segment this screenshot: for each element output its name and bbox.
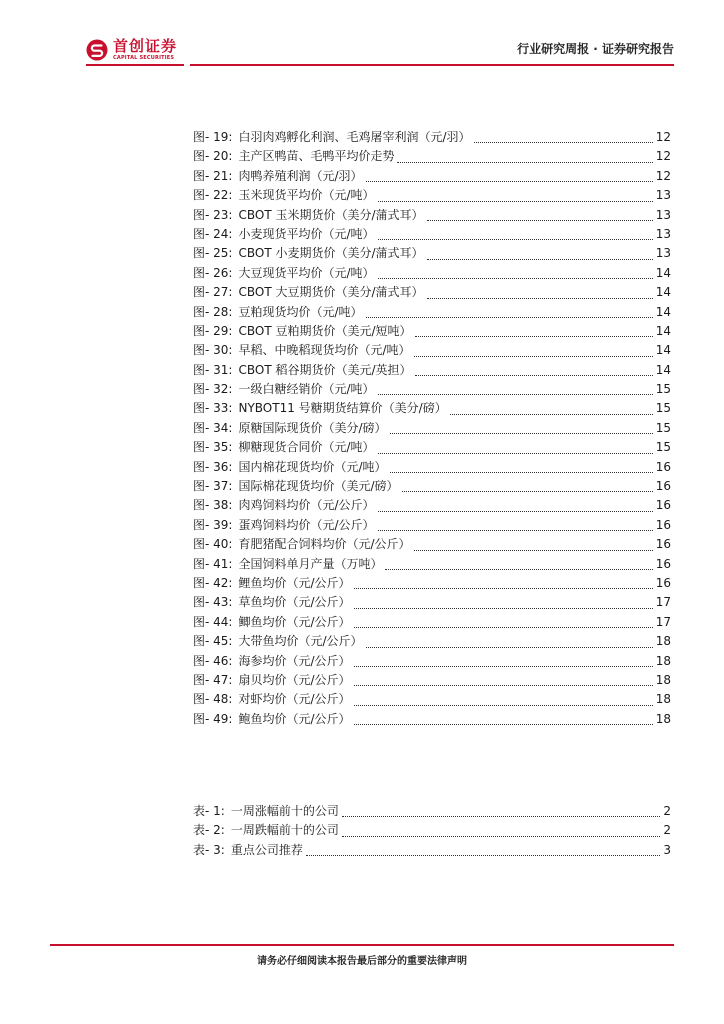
dot-leader: [415, 335, 653, 337]
figure-index-list: [193, 128, 671, 729]
dot-leader: [366, 316, 653, 318]
dot-leader: [378, 238, 653, 240]
entry-label: 图- 22:: [193, 188, 233, 203]
entry-title: CBOT 小麦期货价（美分/蒲式耳）: [238, 246, 424, 261]
entry-title: 重点公司推荐: [230, 842, 303, 857]
company-logo: [86, 36, 177, 64]
header-divider-left: [86, 64, 184, 66]
entry-title: 一周涨幅前十的公司: [230, 804, 339, 818]
entry-title: 育肥猪配合饲料均价（元/公斤）: [238, 537, 411, 552]
entry-label: 表- 3:: [193, 842, 225, 857]
entry-label: 图- 28:: [193, 304, 233, 319]
entry-label: 图- 37:: [193, 479, 233, 494]
dot-leader: [427, 297, 653, 299]
page-number: 15: [655, 420, 671, 435]
figure-toc-entry[interactable]: [193, 419, 671, 438]
entry-title: 鲤鱼均价（元/公斤）: [238, 575, 351, 590]
figure-toc-entry[interactable]: [193, 283, 671, 302]
page-number: 2: [663, 823, 671, 838]
page-number: 3: [663, 842, 671, 857]
entry-label: 图- 26:: [193, 265, 233, 280]
entry-label: 图- 48:: [193, 692, 233, 707]
dot-leader: [342, 815, 661, 817]
page-number: 16: [655, 479, 671, 494]
entry-title: 全国饲料单月产量（万吨）: [238, 556, 383, 571]
table-index-list: [193, 802, 671, 860]
figure-toc-entry[interactable]: [193, 593, 671, 612]
page-number: 18: [655, 711, 671, 726]
figure-toc-entry[interactable]: [193, 341, 671, 360]
figure-toc-entry[interactable]: [193, 147, 671, 166]
dot-leader: [354, 723, 653, 725]
entry-title: 肉鸡饲料均价（元/公斤）: [238, 498, 375, 513]
entry-title: 一级白糖经销价（元/吨）: [238, 382, 375, 397]
dot-leader: [427, 219, 653, 221]
dot-leader: [390, 471, 653, 473]
entry-label: 图- 49:: [193, 711, 233, 726]
entry-label: 图- 20:: [193, 149, 233, 164]
entry-label: 图- 31:: [193, 362, 233, 377]
dot-leader: [354, 607, 653, 609]
figure-toc-entry[interactable]: [193, 380, 671, 399]
dot-leader: [385, 568, 652, 570]
logo-chinese-name: 首创证券: [113, 37, 178, 55]
report-type-title: 行业研究周报 · 证券研究报告: [517, 42, 674, 56]
entry-label: 图- 34:: [193, 420, 233, 435]
figure-toc-entry[interactable]: [193, 535, 671, 554]
entry-title: 原糖国际现货价（美分/磅）: [238, 420, 387, 435]
entry-label: 图- 19:: [193, 130, 233, 144]
dot-leader: [342, 835, 661, 837]
entry-title: 大带鱼均价（元/公斤）: [238, 634, 363, 649]
entry-label: 图- 29:: [193, 323, 233, 338]
dot-leader: [427, 258, 653, 260]
figure-toc-entry[interactable]: [193, 632, 671, 651]
dot-leader: [354, 704, 653, 706]
entry-label: 图- 24:: [193, 226, 233, 241]
entry-title: 小麦现货平均价（元/吨）: [238, 226, 375, 241]
footer-divider: [50, 944, 674, 946]
figure-toc-entry[interactable]: [193, 555, 671, 574]
figure-toc-entry[interactable]: [193, 206, 671, 225]
entry-label: 图- 46:: [193, 653, 233, 668]
figure-toc-entry[interactable]: [193, 477, 671, 496]
legal-disclaimer: 请务必仔细阅读本报告最后部分的重要法律声明: [257, 956, 467, 967]
page-number: 14: [655, 285, 671, 300]
dot-leader: [378, 393, 653, 395]
table-toc-entry[interactable]: [193, 841, 671, 860]
page-number: 15: [655, 440, 671, 455]
dot-leader: [450, 413, 653, 415]
page-number: 15: [655, 401, 671, 416]
entry-title: 一周跌幅前十的公司: [230, 823, 339, 838]
entry-title: 扇贝均价（元/公斤）: [238, 672, 351, 687]
dot-leader: [378, 277, 653, 279]
entry-title: 蛋鸡饲料均价（元/公斤）: [238, 517, 375, 532]
page-number: 18: [655, 672, 671, 687]
entry-label: 图- 41:: [193, 556, 233, 571]
dot-leader: [402, 490, 653, 492]
entry-title: CBOT 豆粕期货价（美元/短吨）: [238, 323, 412, 338]
figure-toc-entry[interactable]: [193, 710, 671, 729]
figure-toc-entry[interactable]: [193, 244, 671, 263]
figure-toc-entry[interactable]: [193, 574, 671, 593]
figure-toc-entry[interactable]: [193, 613, 671, 632]
entry-label: 图- 21:: [193, 168, 233, 183]
logo-icon: [86, 39, 108, 61]
page-number: 12: [655, 168, 671, 183]
entry-title: 肉鸭养殖利润（元/羽）: [238, 168, 363, 183]
page-number: 14: [655, 323, 671, 338]
figure-toc-entry[interactable]: [193, 128, 671, 147]
entry-title: 主产区鸭苗、毛鸭平均价走势: [238, 149, 395, 164]
page-number: 14: [655, 265, 671, 280]
dot-leader: [366, 180, 653, 182]
page-number: 16: [655, 537, 671, 552]
figure-toc-entry[interactable]: [193, 458, 671, 477]
entry-label: 图- 35:: [193, 440, 233, 455]
page-number: 18: [655, 634, 671, 649]
page-number: 2: [663, 804, 671, 818]
figure-toc-entry[interactable]: [193, 652, 671, 671]
dot-leader: [354, 587, 653, 589]
entry-title: 鲫鱼均价（元/公斤）: [238, 614, 351, 629]
entry-title: 大豆现货平均价（元/吨）: [238, 265, 375, 280]
entry-title: 柳糖现货合同价（元/吨）: [238, 440, 375, 455]
entry-label: 图- 44:: [193, 614, 233, 629]
figure-toc-entry[interactable]: [193, 438, 671, 457]
entry-label: 图- 27:: [193, 285, 233, 300]
figure-toc-entry[interactable]: [193, 496, 671, 515]
entry-label: 图- 32:: [193, 382, 233, 397]
page-number: 16: [655, 459, 671, 474]
entry-title: 玉米现货平均价（元/吨）: [238, 188, 375, 203]
figure-toc-entry[interactable]: [193, 167, 671, 186]
entry-title: 国内棉花现货均价（元/吨）: [238, 459, 387, 474]
dot-leader: [414, 355, 653, 357]
entry-label: 图- 40:: [193, 537, 233, 552]
dot-leader: [390, 432, 653, 434]
entry-label: 图- 39:: [193, 517, 233, 532]
entry-label: 图- 30:: [193, 343, 233, 358]
dot-leader: [474, 141, 653, 143]
dot-leader: [378, 200, 653, 202]
entry-title: 豆粕现货均价（元/吨）: [238, 304, 363, 319]
figure-toc-entry[interactable]: [193, 225, 671, 244]
entry-title: 对虾均价（元/公斤）: [238, 692, 351, 707]
entry-label: 图- 47:: [193, 672, 233, 687]
dot-leader: [366, 646, 653, 648]
figure-toc-entry[interactable]: [193, 690, 671, 709]
page-number: 18: [655, 692, 671, 707]
dot-leader: [306, 854, 661, 856]
entry-title: 国际棉花现货均价（美元/磅）: [238, 479, 399, 494]
dot-leader: [414, 549, 653, 551]
page-number: 13: [655, 207, 671, 222]
entry-label: 图- 23:: [193, 207, 233, 222]
entry-title: CBOT 玉米期货价（美分/蒲式耳）: [238, 207, 424, 222]
entry-title: 鲍鱼均价（元/公斤）: [238, 711, 351, 726]
page-number: 13: [655, 246, 671, 261]
entry-title: 白羽肉鸡孵化利润、毛鸡屠宰利润（元/羽）: [238, 130, 471, 144]
dot-leader: [415, 374, 653, 376]
page-number: 15: [655, 382, 671, 397]
entry-label: 表- 2:: [193, 823, 225, 838]
figure-toc-entry[interactable]: [193, 516, 671, 535]
entry-title: NYBOT11 号糖期货结算价（美分/磅）: [238, 401, 447, 416]
page-number: 12: [655, 149, 671, 164]
entry-title: CBOT 大豆期货价（美分/蒲式耳）: [238, 285, 424, 300]
figure-toc-entry[interactable]: [193, 264, 671, 283]
page-number: 16: [655, 556, 671, 571]
entry-label: 表- 1:: [193, 804, 225, 818]
entry-label: 图- 25:: [193, 246, 233, 261]
dot-leader: [397, 161, 652, 163]
page-number: 18: [655, 653, 671, 668]
figure-toc-entry[interactable]: [193, 671, 671, 690]
dot-leader: [354, 626, 653, 628]
page-number: 13: [655, 226, 671, 241]
dot-leader: [354, 665, 653, 667]
entry-title: CBOT 稻谷期货价（美元/英担）: [238, 362, 412, 377]
entry-label: 图- 33:: [193, 401, 233, 416]
dot-leader: [378, 452, 653, 454]
entry-label: 图- 38:: [193, 498, 233, 513]
dot-leader: [354, 684, 653, 686]
page-number: 14: [655, 343, 671, 358]
entry-title: 早稻、中晚稻现货均价（元/吨）: [238, 343, 411, 358]
entry-title: 草鱼均价（元/公斤）: [238, 595, 351, 610]
figure-toc-entry[interactable]: [193, 186, 671, 205]
entry-label: 图- 43:: [193, 595, 233, 610]
page-number: 16: [655, 517, 671, 532]
header-divider: [190, 64, 674, 66]
entry-title: 海参均价（元/公斤）: [238, 653, 351, 668]
page-number: 12: [655, 130, 671, 144]
page-number: 13: [655, 188, 671, 203]
table-toc-entry[interactable]: [193, 821, 671, 840]
entry-label: 图- 45:: [193, 634, 233, 649]
page-number: 16: [655, 498, 671, 513]
entry-label: 图- 36:: [193, 459, 233, 474]
page-number: 14: [655, 362, 671, 377]
dot-leader: [378, 529, 653, 531]
figure-toc-entry[interactable]: [193, 303, 671, 322]
figure-toc-entry[interactable]: [193, 322, 671, 341]
dot-leader: [378, 510, 653, 512]
page-number: 16: [655, 575, 671, 590]
table-toc-entry[interactable]: [193, 802, 671, 821]
page-number: 14: [655, 304, 671, 319]
page-number: 17: [655, 595, 671, 610]
figure-toc-entry[interactable]: [193, 399, 671, 418]
figure-toc-entry[interactable]: [193, 361, 671, 380]
entry-label: 图- 42:: [193, 575, 233, 590]
page-number: 17: [655, 614, 671, 629]
page-header: [0, 0, 724, 72]
logo-english-name: CAPITAL SECURITIES: [113, 55, 175, 61]
